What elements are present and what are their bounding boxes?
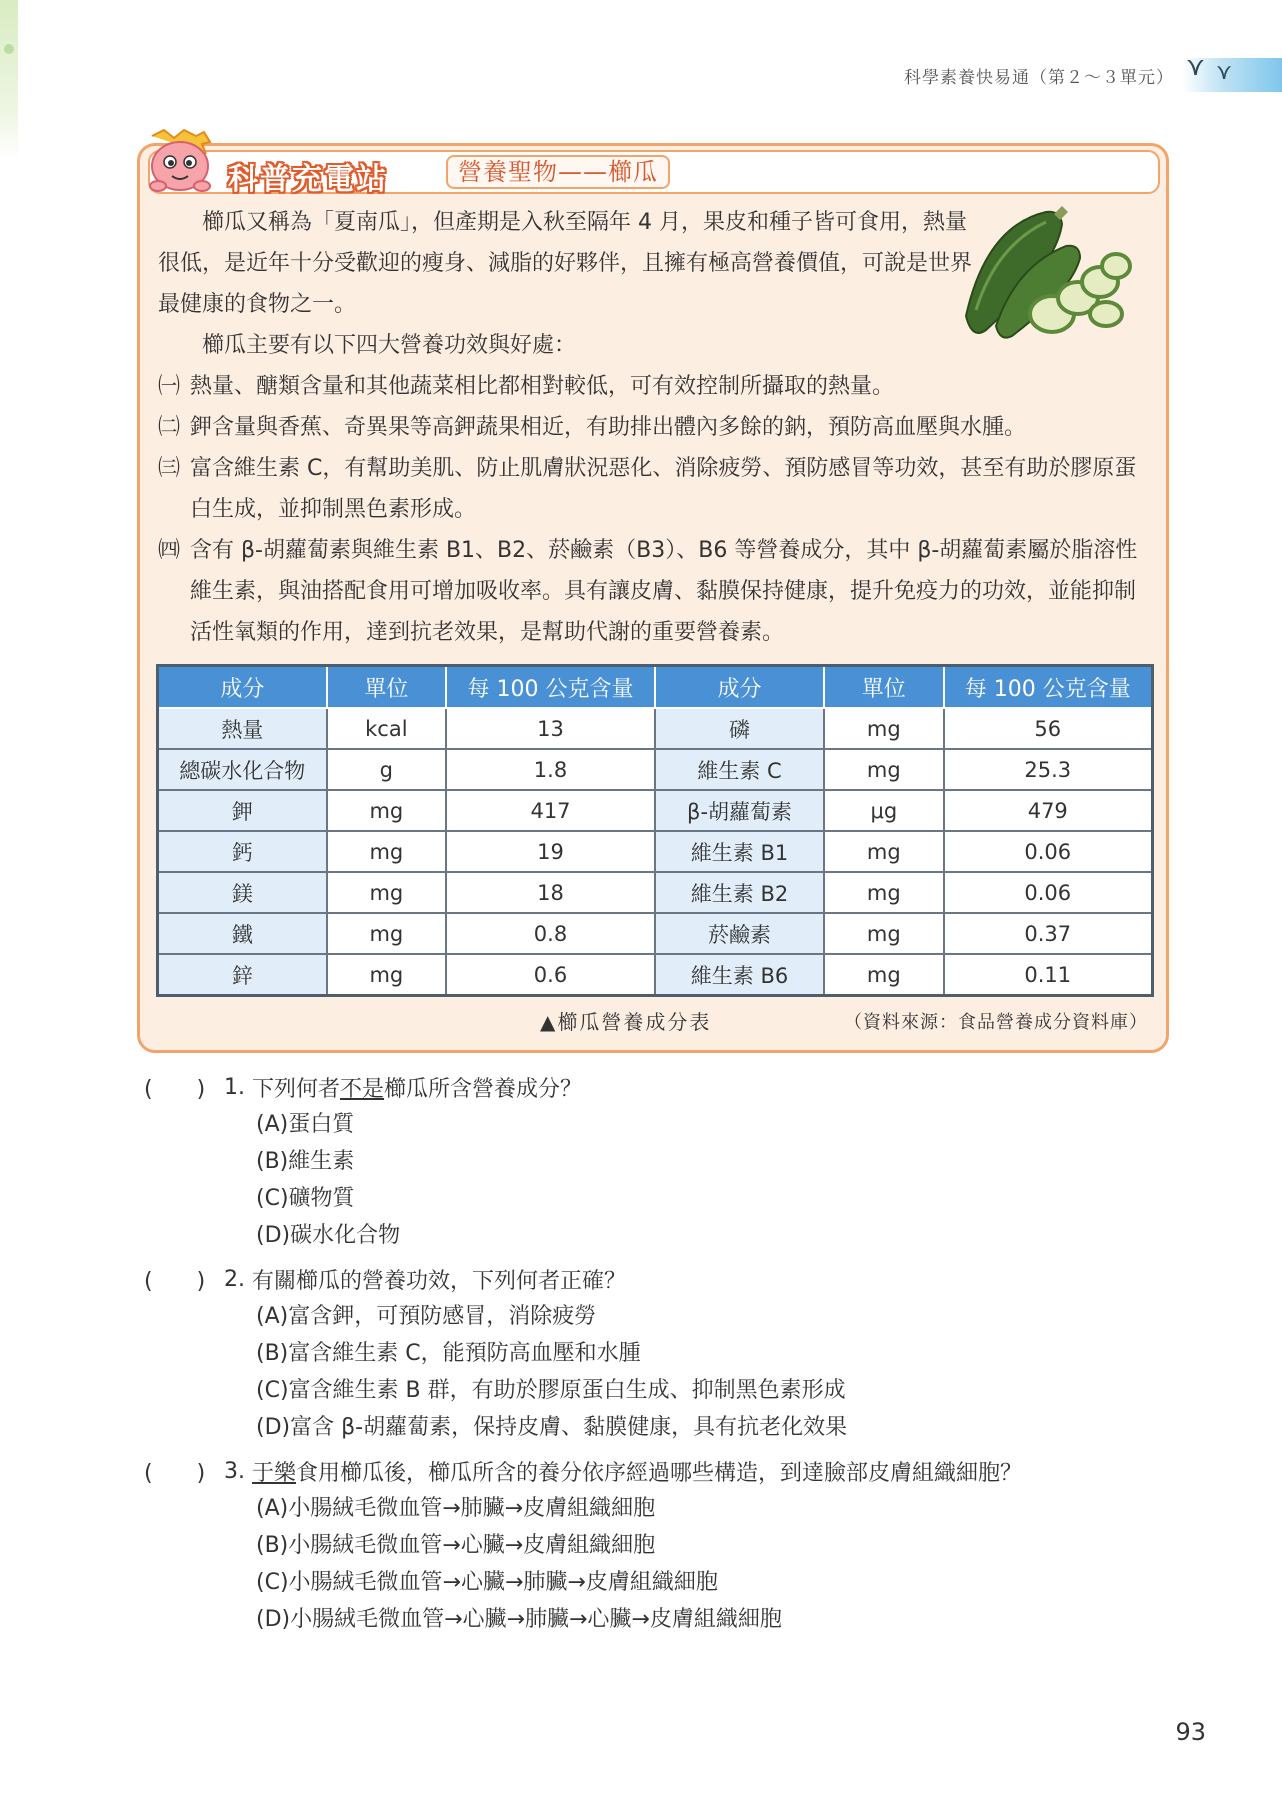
- answer-blank[interactable]: ( ): [144, 1076, 206, 1102]
- table-cell: g: [327, 749, 446, 790]
- question-text-underline: 于樂: [252, 1460, 297, 1486]
- mascot-icon: [144, 128, 220, 196]
- table-cell: mg: [824, 708, 943, 749]
- answer-option[interactable]: (D)小腸絨毛微血管→心臟→肺臟→心臟→皮膚組織細胞: [256, 1607, 782, 1632]
- table-cell: 維生素 B2: [655, 872, 824, 913]
- table-cell: mg: [327, 790, 446, 831]
- question-item: [144, 1260, 1164, 1446]
- table-header-row: [158, 666, 1153, 709]
- table-cell: 磷: [655, 708, 824, 749]
- header-band: [1182, 52, 1282, 92]
- benefit-number: ㈢: [158, 456, 181, 481]
- column-header: 每 100 公克含量: [944, 666, 1153, 709]
- answer-option[interactable]: (B)富含維生素 C，能預防高血壓和水腫: [256, 1341, 641, 1366]
- decor-dot: [4, 44, 14, 54]
- benefit-text: 熱量、醣類含量和其他蔬菜相比都相對較低，可有效控制所攝取的熱量。: [190, 374, 895, 399]
- table-caption: ▲櫛瓜營養成分表: [540, 1010, 712, 1034]
- question-list: [144, 1068, 1164, 1644]
- table-cell: mg: [824, 913, 943, 954]
- table-cell: 熱量: [158, 708, 327, 749]
- nutrition-table: [156, 664, 1154, 997]
- answer-option[interactable]: (A)蛋白質: [256, 1112, 355, 1137]
- table-row: [158, 954, 1153, 996]
- question-stem: [144, 1068, 1164, 1106]
- lead-paragraph: 櫛瓜主要有以下四大營養功效與好處：: [202, 333, 577, 358]
- table-cell: 1.8: [446, 749, 655, 790]
- answer-option[interactable]: (B)維生素: [256, 1149, 355, 1174]
- table-row: [158, 790, 1153, 831]
- column-header: 單位: [327, 666, 446, 709]
- answer-blank[interactable]: ( ): [144, 1268, 206, 1294]
- table-cell: 0.06: [944, 872, 1153, 913]
- page-header: [812, 52, 1282, 92]
- answer-option[interactable]: (D)富含 β-胡蘿蔔素，保持皮膚、黏膜健康，具有抗老化效果: [256, 1415, 848, 1440]
- answer-option[interactable]: (A)富含鉀，可預防感冒，消除疲勞: [256, 1304, 597, 1329]
- answer-option[interactable]: (C)富含維生素 B 群，有助於膠原蛋白生成、抑制黑色素形成: [256, 1378, 846, 1403]
- question-item: [144, 1452, 1164, 1638]
- question-text-post: 櫛瓜所含營養成分？: [384, 1076, 583, 1102]
- table-cell: 鉀: [158, 790, 327, 831]
- bird-icon: ⋎: [1186, 52, 1206, 82]
- table-row: [158, 872, 1153, 913]
- table-row: [158, 831, 1153, 872]
- question-number: 3.: [224, 1458, 245, 1484]
- benefit-item: [158, 407, 1153, 448]
- question-text-post: 食用櫛瓜後，櫛瓜所含的養分依序經過哪些構造，到達臉部皮膚組織細胞？: [296, 1460, 1023, 1486]
- table-row: [158, 749, 1153, 790]
- table-cell: 0.06: [944, 831, 1153, 872]
- question-number: 2.: [224, 1266, 245, 1292]
- answer-option[interactable]: (B)小腸絨毛微血管→心臟→皮膚組織細胞: [256, 1533, 656, 1558]
- benefit-item: [158, 448, 1153, 530]
- table-cell: 維生素 B1: [655, 831, 824, 872]
- table-cell: 25.3: [944, 749, 1153, 790]
- table-cell: 鋅: [158, 954, 327, 996]
- benefit-text: 富含維生素 C，有幫助美肌、防止肌膚狀況惡化、消除疲勞、預防感冒等功效，甚至有助於膠原蛋白生成，並抑制黑色素形成。: [190, 456, 1137, 522]
- answer-blank[interactable]: ( ): [144, 1460, 206, 1486]
- table-cell: 18: [446, 872, 655, 913]
- table-cell: 鐵: [158, 913, 327, 954]
- table-source: （資料來源：食品營養成分資料庫）: [844, 1012, 1148, 1033]
- column-header: 成分: [655, 666, 824, 709]
- table-cell: 0.8: [446, 913, 655, 954]
- table-cell: 13: [446, 708, 655, 749]
- station-title-bar: [148, 150, 1160, 197]
- header-text: 科學素養快易通（第２～３單元）: [904, 67, 1174, 88]
- question-text-pre: 下列何者: [252, 1076, 341, 1102]
- question-stem: [144, 1260, 1164, 1298]
- table-cell: 479: [944, 790, 1153, 831]
- column-header: 單位: [824, 666, 943, 709]
- table-cell: 維生素 C: [655, 749, 824, 790]
- column-header: 每 100 公克含量: [446, 666, 655, 709]
- benefit-item: [158, 530, 1153, 653]
- answer-option[interactable]: (C)礦物質: [256, 1186, 355, 1211]
- benefit-text: 含有 β-胡蘿蔔素與維生素 B1、B2、菸鹼素（B3）、B6 等營養成分，其中 β-胡蘿蔔素屬於脂溶性維生素，與油搭配食用可增加吸收率。具有讓皮膚、黏膜保持健康，提升免疫力的功效，並能抑制活性氧類的作用，達到抗老效果，是幫助代謝的重要營養素。: [190, 538, 1138, 645]
- table-cell: mg: [824, 831, 943, 872]
- table-cell: mg: [327, 913, 446, 954]
- bird-icon: ⋎: [1216, 60, 1233, 85]
- table-cell: 19: [446, 831, 655, 872]
- table-cell: 0.11: [944, 954, 1153, 996]
- table-cell: 0.37: [944, 913, 1153, 954]
- table-cell: 鎂: [158, 872, 327, 913]
- left-decor-bar: [0, 0, 18, 160]
- science-station-box: [137, 143, 1169, 1053]
- table-cell: 維生素 B6: [655, 954, 824, 996]
- benefit-number: ㈣: [158, 538, 181, 563]
- question-item: [144, 1068, 1164, 1254]
- question-number: 1.: [224, 1074, 245, 1100]
- answer-option[interactable]: (A)小腸絨毛微血管→肺臟→皮膚組織細胞: [256, 1496, 656, 1521]
- benefit-number: ㈠: [158, 374, 181, 399]
- table-row: [158, 708, 1153, 749]
- question-text-underline: 不是: [340, 1076, 385, 1102]
- intro-paragraph: 櫛瓜又稱為「夏南瓜」，但產期是入秋至隔年 4 月，果皮和種子皆可食用，熱量很低，是近年十分受歡迎的瘦身、減脂的好夥伴，且擁有極高營養價值，可說是世界最健康的食物之一。: [158, 210, 973, 317]
- benefit-text: 鉀含量與香蕉、奇異果等高鉀蔬果相近，有助排出體內多餘的鈉，預防高血壓與水腫。: [190, 415, 1027, 440]
- table-cell: 總碳水化合物: [158, 749, 327, 790]
- page-number: 93: [1175, 1718, 1206, 1746]
- table-cell: mg: [327, 831, 446, 872]
- table-row: [158, 913, 1153, 954]
- table-cell: mg: [327, 954, 446, 996]
- benefit-item: [158, 366, 1153, 407]
- benefit-number: ㈡: [158, 415, 181, 440]
- question-text-pre: 有關櫛瓜的營養功效，下列何者正確？: [252, 1268, 627, 1294]
- table-cell: 56: [944, 708, 1153, 749]
- column-header: 成分: [158, 666, 327, 709]
- table-cell: 417: [446, 790, 655, 831]
- table-cell: kcal: [327, 708, 446, 749]
- table-cell: mg: [824, 872, 943, 913]
- station-body: [158, 202, 1153, 653]
- table-cell: mg: [327, 872, 446, 913]
- station-title: 科普充電站: [228, 162, 388, 197]
- table-cell: mg: [824, 749, 943, 790]
- table-cell: mg: [824, 954, 943, 996]
- table-cell: 鈣: [158, 831, 327, 872]
- table-cell: β-胡蘿蔔素: [655, 790, 824, 831]
- answer-option[interactable]: (C)小腸絨毛微血管→心臟→肺臟→皮膚組織細胞: [256, 1570, 718, 1595]
- question-stem: [144, 1452, 1164, 1490]
- table-cell: 菸鹼素: [655, 913, 824, 954]
- station-subtitle: 營養聖物——櫛瓜: [446, 155, 670, 189]
- table-cell: 0.6: [446, 954, 655, 996]
- answer-option[interactable]: (D)碳水化合物: [256, 1223, 401, 1248]
- table-cell: μg: [824, 790, 943, 831]
